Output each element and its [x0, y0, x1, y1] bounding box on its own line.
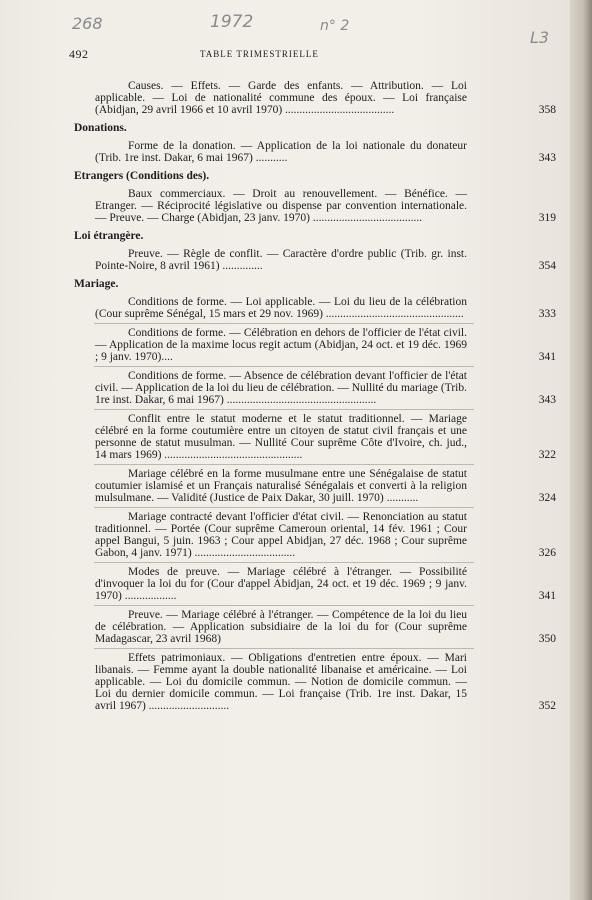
entry-page-number: 341	[538, 590, 556, 602]
index-entry	[76, 566, 556, 602]
entry-divider	[94, 409, 474, 410]
entry-text: Modes de preuve. — Mariage célébré à l'étranger. — Possibilité d'invoquer la loi du for (Cour d'appel Abidjan, 24 oct. et 19 déc. 1969 ; 9 janv. 1970) ..................	[95, 566, 467, 602]
handwritten-year: 1972	[210, 12, 254, 32]
entry-page-number: 350	[538, 633, 556, 645]
section-heading: Donations.	[74, 122, 127, 134]
index-entry	[76, 296, 556, 320]
entry-divider	[94, 507, 474, 508]
index-entry	[76, 511, 556, 559]
index-entry	[76, 609, 556, 645]
index-entry	[76, 188, 556, 224]
handwritten-issue: n° 2	[320, 18, 350, 34]
index-entry	[76, 370, 556, 406]
entry-text: Baux commerciaux. — Droit au renouvellement. — Bénéfice. — Etranger. — Réciprocité législative ou dispense par convention internationale. — Preuve. — Charge (Abidjan, 23 janv. 1970) ......................................	[95, 188, 467, 224]
entry-text: Forme de la donation. — Application de la loi nationale du donateur (Trib. 1re inst. Dakar, 6 mai 1967) ...........	[95, 140, 467, 164]
entry-text: Mariage contracté devant l'officier d'état civil. — Renonciation au statut traditionnel. — Portée (Cour suprême Cameroun oriental, 14 fév. 1961 ; Cour appel Bangui, 5 juin. 1963 ; Cour appel Abidjan, 27 déc. 1968 ; Cour suprême Gabon, 4 janv. 1971) ...................................	[95, 511, 467, 559]
entry-text: Conditions de forme. — Absence de célébration devant l'officier de l'état civil. — Application de la loi du lieu de célébration. — Nullité du mariage (Trib. 1re inst. Dakar, 6 mai 1967) ....................................................	[95, 370, 467, 406]
entry-divider	[94, 605, 474, 606]
entry-divider	[94, 562, 474, 563]
entry-text: Causes. — Effets. — Garde des enfants. — Attribution. — Loi applicable. — Loi de nationalité commune des époux. — Loi française (Abidjan, 29 avril 1966 et 10 avril 1970) ......................................	[95, 80, 467, 116]
entry-text: Effets patrimoniaux. — Obligations d'entretien entre époux. — Mari libanais. — Femme ayant la double nationalité libanaise et américaine. — Loi applicable. — Loi du domicile commun. — Notion de domicile commun. — Loi du dernier domicile commun. — Loi française (Trib. 1re inst. Dakar, 15 avril 1967) ............................	[95, 652, 467, 712]
entry-text: Conditions de forme. — Célébration en dehors de l'officier de l'état civil. — Application de la maxime locus regit actum (Abidjan, 24 oct. et 19 déc. 1969 ; 9 janv. 1970)....	[95, 327, 467, 363]
running-header: TABLE TRIMESTRIELLE	[200, 49, 319, 59]
book-spine-shadow	[570, 0, 592, 900]
entry-page-number: 322	[538, 449, 556, 461]
page-number: 492	[69, 47, 89, 61]
entry-text: Conflit entre le statut moderne et le statut traditionnel. — Mariage célébré en la forme coutumière entre un citoyen de statut civil français et une personne de statut musulman. — Nullité Cour suprême Côte d'Ivoire, ch. jud., 14 mars 1969) ................................................	[95, 413, 467, 461]
entry-page-number: 358	[538, 104, 556, 116]
index-entry	[76, 468, 556, 504]
entry-divider	[94, 648, 474, 649]
entry-page-number: 354	[538, 260, 556, 272]
entry-page-number: 343	[538, 152, 556, 164]
section-heading: Mariage.	[74, 278, 119, 290]
entry-page-number: 341	[538, 351, 556, 363]
entry-page-number: 343	[538, 394, 556, 406]
entry-page-number: 352	[538, 700, 556, 712]
entry-divider	[94, 323, 474, 324]
entry-text: Preuve. — Règle de conflit. — Caractère d'ordre public (Trib. gr. inst. Pointe-Noire, 8 avril 1961) ..............	[95, 248, 467, 272]
entry-divider	[94, 366, 474, 367]
entry-divider	[94, 464, 474, 465]
index-content	[76, 80, 556, 715]
index-entry	[76, 80, 556, 116]
index-entry	[76, 652, 556, 712]
entry-page-number: 324	[538, 492, 556, 504]
entry-page-number: 326	[538, 547, 556, 559]
index-entry	[76, 327, 556, 363]
entry-text: Preuve. — Mariage célébré à l'étranger. — Compétence de la loi du lieu de célébration. — Application subsidiaire de la loi du for (Cour suprême Madagascar, 23 avril 1968)	[95, 609, 467, 645]
index-entry	[76, 413, 556, 461]
section-heading: Etrangers (Conditions des).	[74, 170, 210, 182]
entry-text: Mariage célébré en la forme musulmane entre une Sénégalaise de statut coutumier islamisé et un Français naturalisé Sénégalais et converti à la religion mulsulmane. — Validité (Justice de Paix Dakar, 30 juill. 1970) ...........	[95, 468, 467, 504]
entry-text: Conditions de forme. — Loi applicable. — Loi du lieu de la célébration (Cour suprême Sénégal, 15 mars et 29 nov. 1969) ................................................	[95, 296, 467, 320]
index-entry	[76, 248, 556, 272]
entry-page-number: 319	[538, 212, 556, 224]
handwritten-volume: 268	[72, 14, 103, 33]
index-entry	[76, 140, 556, 164]
section-heading: Loi étrangère.	[74, 230, 144, 242]
handwritten-code: L3	[530, 28, 550, 47]
entry-page-number: 333	[538, 308, 556, 320]
